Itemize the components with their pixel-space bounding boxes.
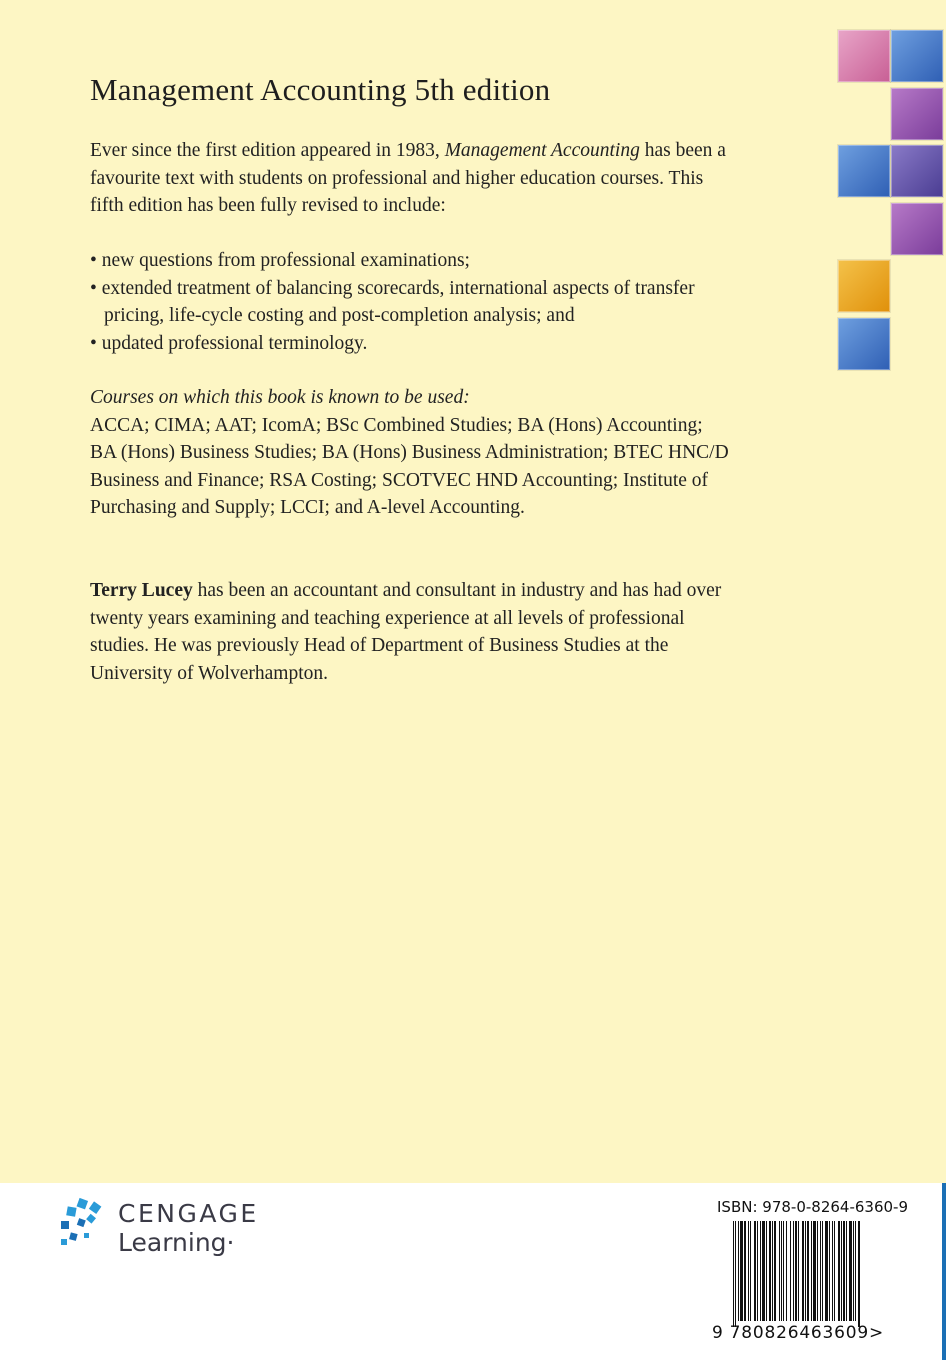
barcode-bar: [735, 1221, 736, 1327]
book-title: Management Accounting 5th edition: [90, 72, 551, 107]
barcode-bar: [802, 1221, 804, 1321]
barcode-bar: [783, 1221, 784, 1321]
footer-band: [0, 1183, 946, 1360]
author-bio: [90, 577, 730, 687]
isbn-label: ISBN: 978-0-8264-6360-9: [717, 1198, 908, 1216]
barcode-bar: [843, 1221, 845, 1321]
barcode-bar: [846, 1221, 847, 1321]
decorative-square-blue: [838, 145, 890, 197]
decorative-square-purple: [891, 88, 943, 140]
barcode-bar: [858, 1221, 860, 1327]
barcode-bar: [798, 1221, 799, 1321]
footer-accent-bar: [942, 1183, 946, 1360]
barcode-bar: [832, 1221, 833, 1321]
decorative-square-blue: [838, 318, 890, 370]
barcode-bar: [811, 1221, 812, 1321]
barcode-bar: [822, 1221, 823, 1321]
barcode-bar: [772, 1221, 773, 1321]
intro-rest: has been a favourite text with students on professional and higher education courses. This fifth edition has been fully revised to include:: [90, 140, 726, 216]
barcode-first-digit: 9: [712, 1323, 724, 1343]
intro-book-name: Management Accounting: [444, 140, 640, 161]
bullet-item: • new questions from professional examinations;: [90, 247, 730, 275]
barcode-bar: [849, 1221, 852, 1321]
barcode-bar: [774, 1221, 776, 1321]
barcode-bar: [766, 1221, 767, 1321]
barcode-bar: [793, 1221, 794, 1321]
barcode-bar: [754, 1221, 756, 1321]
barcode-bar: [760, 1221, 761, 1321]
barcode-bar: [820, 1221, 821, 1321]
isbn-barcode: [733, 1221, 889, 1327]
barcode-bar: [853, 1221, 854, 1321]
barcode-digit-string: 780826463609: [729, 1323, 870, 1343]
logo-word-cengage: CENGAGE: [118, 1199, 259, 1228]
barcode-bar: [781, 1221, 782, 1321]
bullet-item: • updated professional terminology.: [90, 330, 730, 358]
barcode-bar: [841, 1221, 842, 1321]
barcode-bar: [829, 1221, 830, 1321]
revision-bullet-list: [90, 247, 730, 357]
barcode-bar: [750, 1221, 751, 1321]
barcode-bar: [740, 1221, 743, 1321]
barcode-bar: [786, 1221, 787, 1321]
barcode-bar: [733, 1221, 734, 1327]
barcode-bar: [769, 1221, 771, 1321]
cengage-logo: [58, 1195, 278, 1255]
barcode-end-mark: >: [869, 1323, 885, 1343]
decorative-square-blue: [891, 30, 943, 82]
decorative-square-orange: [838, 260, 890, 312]
barcode-bar: [813, 1221, 816, 1321]
author-name: Terry Lucey: [90, 580, 193, 601]
logo-word-learning: [118, 1228, 235, 1257]
barcode-bar: [825, 1221, 828, 1321]
barcode-bar: [779, 1221, 780, 1321]
logo-word-learning-text: Learning: [118, 1228, 227, 1257]
decorative-square-purple: [891, 203, 943, 255]
barcode-bar: [817, 1221, 818, 1321]
barcode-bar: [807, 1221, 809, 1321]
author-bio-text: has been an accountant and consultant in industry and has had over twenty years examining and teaching experience at all levels of professional studies. He was previously Head of Department of Business Studies at the University of Wolverhampton.: [90, 580, 722, 684]
courses-section: [90, 384, 730, 522]
decorative-square-pink: [838, 30, 890, 82]
logo-trademark-dot: ·: [226, 1228, 235, 1257]
decorative-square-violet: [891, 145, 943, 197]
barcode-bar: [855, 1221, 856, 1321]
barcode-digits: [712, 1323, 884, 1343]
barcode-bar: [795, 1221, 797, 1321]
cengage-logo-icon: [58, 1195, 112, 1255]
bullet-item: • extended treatment of balancing scorecards, international aspects of transfer pricing, life-cycle costing and post-completion analysis; and: [90, 275, 730, 330]
barcode-bar: [805, 1221, 806, 1321]
barcode-bar: [838, 1221, 840, 1321]
courses-list: ACCA; CIMA; AAT; IcomA; BSc Combined Studies; BA (Hons) Accounting; BA (Hons) Business Studies; BA (Hons) Business Administration; BTEC HNC/D Business and Finance; RSA Costing; SCOTVEC HND Accounting; Institute of Purchasing and Supply; LCCI; and A-level Accounting.: [90, 414, 729, 518]
barcode-bar: [762, 1221, 765, 1321]
barcode-bar: [748, 1221, 749, 1321]
courses-heading: Courses on which this book is known to be used:: [90, 387, 470, 408]
barcode-bar: [757, 1221, 758, 1321]
barcode-bar: [738, 1221, 739, 1321]
intro-lead: Ever since the first edition appeared in 1983,: [90, 140, 445, 161]
barcode-bar: [744, 1221, 746, 1321]
intro-paragraph: [90, 137, 730, 220]
barcode-bar: [790, 1221, 791, 1321]
barcode-bar: [834, 1221, 835, 1321]
